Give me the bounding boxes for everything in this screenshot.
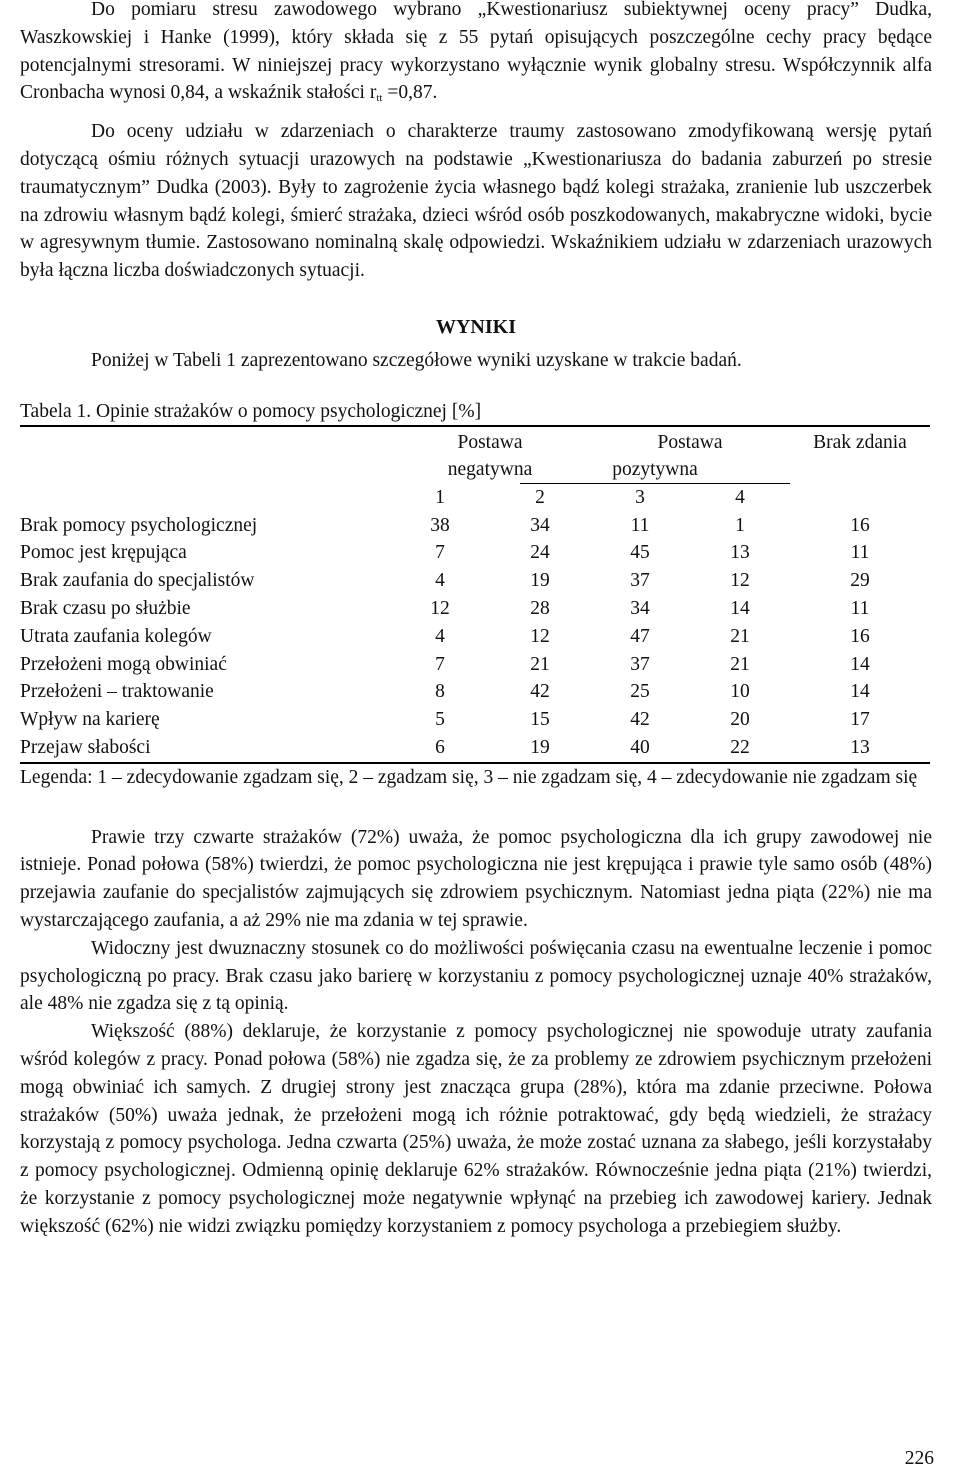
- row-value: 19: [490, 734, 590, 763]
- scale-4: 4: [735, 486, 745, 508]
- page-number: 226: [904, 1448, 934, 1469]
- table-row: [20, 651, 930, 679]
- row-value: 19: [530, 570, 550, 592]
- row-label: Pomoc jest krępująca: [20, 542, 187, 564]
- row-value: 21: [730, 625, 750, 647]
- row-value: 25: [630, 681, 650, 703]
- row-value: 7: [435, 653, 445, 675]
- scale-1: 1: [435, 486, 445, 508]
- table-row: [20, 512, 930, 540]
- row-value: 11: [850, 542, 870, 564]
- row-label: Przełożeni – traktowanie: [20, 681, 214, 703]
- row-value: 13: [790, 734, 930, 763]
- row-value: 20: [730, 709, 750, 731]
- header-negative-line2: negatywna: [447, 459, 533, 481]
- row-value: 16: [850, 514, 870, 536]
- paragraph-results-1: Prawie trzy czwarte strażaków (72%) uważa, że pomoc psychologiczna dla ich grupy zawodowej nie istnieje. Ponad połowa (58%) twierdzi, że pomoc psychologiczna nie jest krępująca i prawie tyle samo osób (48%) przejawia zaufanie do specjalistów zajmujących się zdrowiem psychicznym. Natomiast jedna piąta (22%) nie ma wystarczającego zaufania, a aż 29% nie ma zdania w tej sprawie.: [20, 826, 932, 931]
- row-value: 29: [850, 570, 870, 592]
- row-value: 40: [590, 734, 690, 763]
- paragraph-stress-measure: [20, 0, 932, 113]
- row-value: 37: [630, 653, 650, 675]
- row-value: 21: [530, 653, 550, 675]
- row-value: 17: [850, 709, 870, 731]
- section-heading: WYNIKI: [435, 315, 516, 338]
- paragraph-results-2: Widoczny jest dwuznaczny stosunek co do możliwości poświęcania czasu na ewentualne leczenie i pomoc psychologiczną po pracy. Brak czasu jako barierę w korzystaniu z pomocy psychologicznej uznaje 40% strażaków, ale 48% nie zgadza się z tą opinią.: [20, 937, 932, 1015]
- row-value: 28: [530, 597, 550, 619]
- row-value: 8: [435, 681, 445, 703]
- table-caption: Tabela 1. Opinie strażaków o pomocy psychologicznej [%]: [20, 400, 482, 422]
- row-label: Wpływ na karierę: [20, 709, 160, 731]
- subscript: tt: [376, 92, 383, 105]
- row-value: 4: [435, 570, 445, 592]
- row-value: 11: [630, 514, 650, 536]
- scale-2: 2: [535, 486, 545, 508]
- row-value: 34: [630, 597, 650, 619]
- row-value: 47: [630, 625, 650, 647]
- row-value: 4: [435, 625, 445, 647]
- header-positive: [590, 426, 790, 484]
- header-no-opinion: Brak zdania: [790, 426, 930, 512]
- row-value: 6: [390, 734, 490, 763]
- row-label: Przejaw słabości: [20, 734, 390, 763]
- row-value: 37: [630, 570, 650, 592]
- paragraph-results-3: Większość (88%) deklaruje, że korzystanie z pomocy psychologicznej nie spowoduje utraty zaufania wśród kolegów z pracy. Ponad połowa (58%) nie zgadza się, że za problemy ze zdrowiem psychicznym przełożeni mogą obwiniać ich samych. Z drugiej strony jest znacząca grupa (28%), która ma zdanie przeciwne. Połowa strażaków (50%) uważa jednak, że przełożeni mogą ich różnie potraktować, gdy będą wiedzieli, że strażacy korzystają z pomocy psychologa. Jedna czwarta (25%) uważa, że może zostać uznana za słabego, jeśli korzystałaby z pomocy psychologicznej. Odmienną opinię deklaruje 62% strażaków. Równocześnie jedna piąta (21%) twierdzi, że korzystanie z pomocy psychologicznej może negatywnie wpłynąć na przebieg ich zawodowej kariery. Jednak większość (62%) nie widzi związku pomiędzy korzystaniem z pomocy psychologa a przebiegiem służby.: [20, 1021, 932, 1237]
- document-page: [20, 0, 932, 1240]
- table-row: [20, 623, 930, 651]
- row-value: 16: [850, 625, 870, 647]
- table-body: [20, 512, 930, 763]
- row-value: 38: [430, 514, 450, 536]
- row-value: 12: [730, 570, 750, 592]
- row-value: 1: [735, 514, 745, 536]
- row-label: Brak zaufania do specjalistów: [20, 570, 255, 592]
- row-label: Utrata zaufania kolegów: [20, 625, 212, 647]
- row-value: 21: [730, 653, 750, 675]
- paragraph-table-intro: Poniżej w Tabeli 1 zaprezentowano szczegółowe wyniki uzyskane w trakcie badań.: [91, 349, 742, 371]
- row-value: 10: [730, 681, 750, 703]
- table-row: [20, 678, 930, 706]
- scale-empty: [20, 484, 390, 512]
- row-value: 12: [530, 625, 550, 647]
- table-row: [20, 539, 930, 567]
- row-value: 11: [850, 597, 870, 619]
- table-row: [20, 595, 930, 623]
- paragraph-text-end: =0,87.: [382, 82, 438, 104]
- row-label: Brak czasu po służbie: [20, 597, 191, 619]
- paragraph-text: Do pomiaru stresu zawodowego wybrano „Kwestionariusz subiektywnej oceny pracy” Dudka, Waszkowskiej i Hanke (1999), który składa się z 55 pytań opisujących poszczególne cechy pracy będące potencjalnymi stresorami. W niniejszej pracy wykorzystano wyłącznie wynik globalny stresu. Współczynnik alfa Cronbacha wynosi 0,84, a wskaźnik stałości r: [20, 0, 932, 104]
- table-legend: Legenda: 1 – zdecydowanie zgadzam się, 2 – zgadzam się, 3 – nie zgadzam się, 4 – zdecydowanie nie zgadzam się: [20, 766, 918, 788]
- header-positive-line2: pozytywna: [520, 456, 790, 484]
- row-value: 14: [850, 653, 870, 675]
- header-negative-line1: Postawa: [457, 432, 523, 454]
- row-value: 22: [690, 734, 790, 763]
- row-value: 42: [630, 709, 650, 731]
- row-value: 34: [530, 514, 550, 536]
- table-row: [20, 734, 930, 763]
- row-label: Brak pomocy psychologicznej: [20, 514, 258, 536]
- row-value: 24: [530, 542, 550, 564]
- header-positive-line1: Postawa: [657, 431, 723, 453]
- row-value: 42: [530, 681, 550, 703]
- row-value: 15: [530, 709, 550, 731]
- row-value: 7: [435, 542, 445, 564]
- table-row: [20, 706, 930, 734]
- row-value: 14: [730, 597, 750, 619]
- scale-3: 3: [635, 486, 645, 508]
- table-row: [20, 567, 930, 595]
- row-value: 13: [730, 542, 750, 564]
- row-value: 45: [630, 542, 650, 564]
- row-value: 12: [430, 597, 450, 619]
- paragraph-trauma-measure: Do oceny udziału w zdarzeniach o charakterze traumy zastosowano zmodyfikowaną wersję pytań dotyczącą ośmiu różnych sytuacji urazowych na podstawie „Kwestionariusza do badania zaburzeń po stresie traumatycznym” Dudka (2003). Były to zagrożenie życia własnego bądź kolegi strażaka, zranienie lub uszczerbek na zdrowiu własnym bądź kolegi, śmierć strażaka, dzieci wśród osób poszkodowanych, makabryczne widoki, bycie w agresywnym tłumie. Zastosowano nominalną skalę odpowiedzi. Wskaźnikiem udziału w zdarzeniach urazowych była łączna liczba doświadczonych sytuacji.: [20, 121, 932, 282]
- row-value: 14: [850, 681, 870, 703]
- opinions-table: [20, 425, 930, 764]
- header-empty: [20, 426, 390, 484]
- row-label: Przełożeni mogą obwiniać: [20, 653, 227, 675]
- row-value: 5: [435, 709, 445, 731]
